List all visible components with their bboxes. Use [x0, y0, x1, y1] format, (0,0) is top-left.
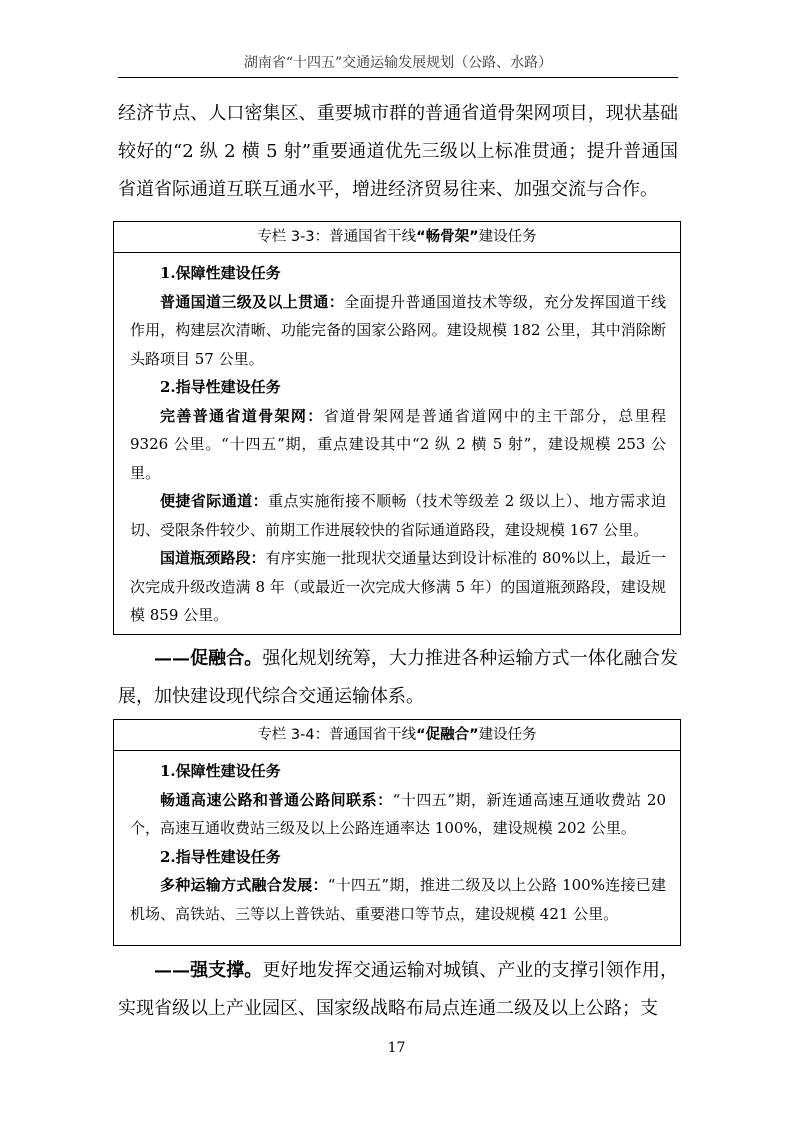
paragraph-strong-support [118, 952, 678, 1028]
task-item-lead: 国道瓶颈路段： [160, 549, 266, 567]
task-item-lead: 畅通高速公路和普通公路间联系： [160, 790, 393, 809]
task-item-text: 有序实施一批现状交通量达到设计标准的 80%以上，最近一次完成升级改造满 8 年（或最近一次完成大修满 5 年）的国道瓶颈路段，建设规模 859 公里。 [130, 549, 666, 624]
task-item [130, 402, 666, 488]
box-title-prefix: 专栏 3-3：普通国省干线 [257, 229, 417, 245]
paragraph-text: 强化规划统筹，大力推进各种运输方式一体化融合发展，加快建设现代综合交通运输体系。 [118, 648, 679, 707]
task-item-lead: 完善普通省道骨架网： [160, 406, 324, 425]
column-box-title [114, 222, 680, 253]
box-title-quote: “促融合” [416, 727, 479, 743]
running-header: 湖南省“十四五”交通运输发展规划（公路、水路） [118, 52, 678, 78]
task-item [130, 786, 666, 843]
task-item-text: “十四五”期，推进二级及以上公路 100%连接已建机场、高铁站、三等以上普铁站、重要港口等节点，建设规模 421 公里。 [130, 876, 666, 923]
task-item [130, 288, 666, 374]
task-item-lead: 普通国道三级及以上贯通： [160, 292, 345, 311]
paragraph-lead: ——强支撑。 [154, 960, 263, 981]
task-item-text: 重点实施衔接不顺畅（技术等级差 2 级以上）、地方需求迫切、受限条件较少、前期工作进展较快的省际通道路段，建设规模 167 公里。 [130, 492, 666, 539]
box-title-suffix: 建设任务 [478, 727, 537, 743]
box-title-suffix: 建设任务 [478, 229, 537, 245]
column-box-3-4 [113, 719, 681, 946]
task-item [130, 487, 666, 544]
page-number: 17 [387, 1040, 406, 1056]
task-item [130, 871, 666, 928]
section-heading: 1.保障性建设任务 [160, 264, 281, 282]
paragraph-lead: ——促融合。 [154, 648, 263, 669]
column-box-content [114, 253, 680, 630]
task-item-text: 省道骨架网是普通省道网中的主干部分，总里程 9326 公里。“十四五”期，重点建设其中“2 纵 2 横 5 射”，建设规模 253 公里。 [130, 406, 666, 482]
section-heading: 2.指导性建设任务 [160, 847, 281, 866]
column-box-3-3 [113, 221, 681, 635]
column-box-title [114, 720, 680, 751]
task-item-lead: 便捷省际通道： [160, 492, 269, 510]
task-item [130, 544, 666, 630]
task-item-text: 全面提升普通国道技术等级，充分发挥国道干线作用，构建层次清晰、功能完备的国家公路网。建设规模 182 公里，其中消除断头路项目 57 公里。 [130, 292, 666, 368]
column-box-content [114, 751, 680, 928]
intro-paragraph: 经济节点、人口密集区、重要城市群的普通省道骨架网项目，现状基础较好的“2 纵 2 横 5 射”重要通道优先三级以上标准贯通；提升普通国省道省际通道互联互通水平，增进经济贸易往来、加强交流与合作。 [118, 103, 678, 200]
paragraph-promote-integration [118, 640, 678, 716]
box-title-prefix: 专栏 3-4：普通国省干线 [257, 727, 417, 743]
paragraph-text: 更好地发挥交通运输对城镇、产业的支撑引领作用，实现省级以上产业园区、国家级战略布局点连通二级及以上公路；支 [118, 960, 679, 1019]
section-heading: 1.保障性建设任务 [160, 762, 281, 780]
box-title-quote: “畅骨架” [416, 229, 479, 245]
section-heading: 2.指导性建设任务 [160, 378, 281, 396]
task-item-text: “十四五”期，新连通高速互通收费站 20 个，高速互通收费站三级及以上公路连通率达 100%，建设规模 202 公里。 [130, 790, 666, 837]
task-item-lead: 多种运输方式融合发展： [160, 876, 328, 894]
